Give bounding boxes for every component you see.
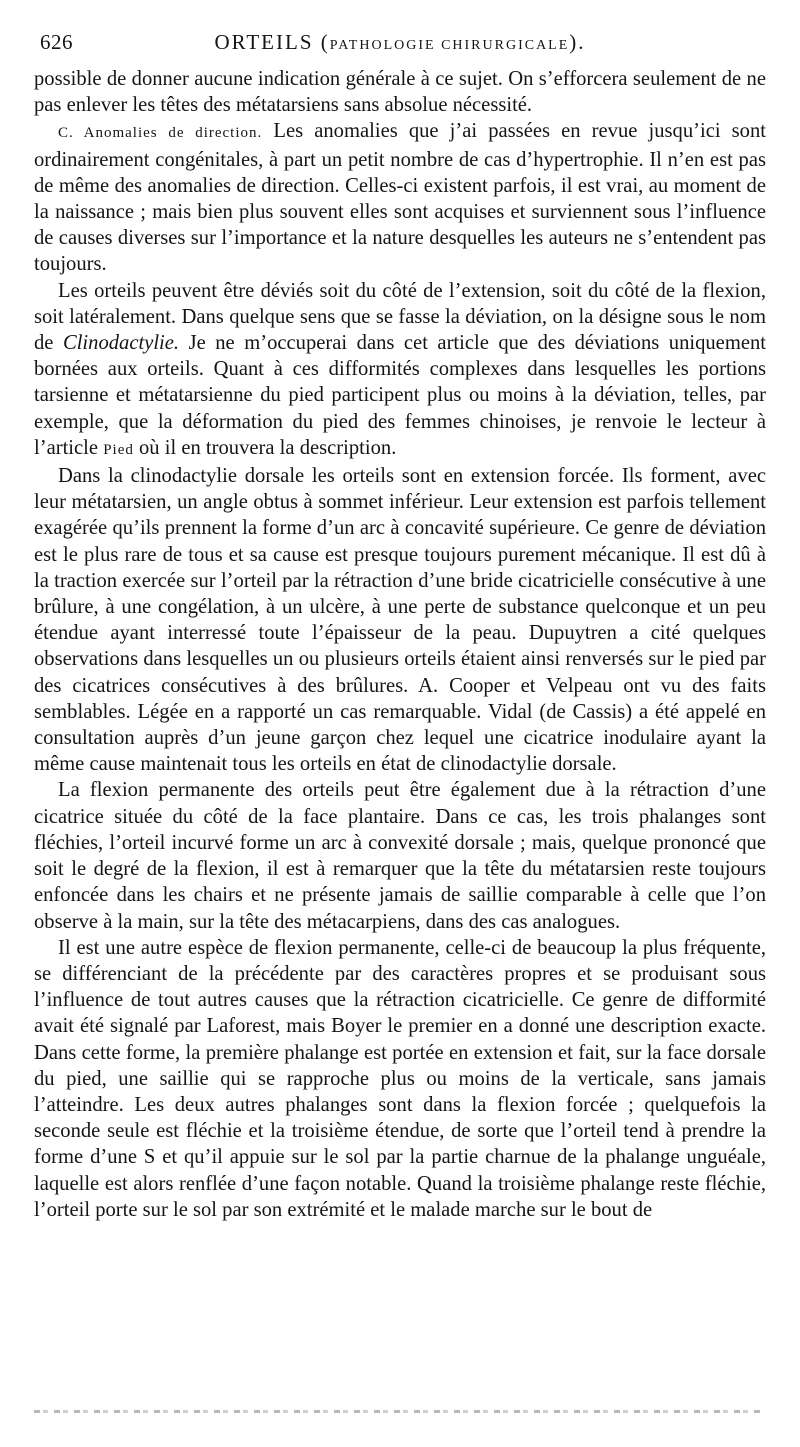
paragraph-clinodactylie bbox=[34, 278, 766, 463]
italic-term: Clinodactylie. bbox=[62, 332, 180, 355]
running-title bbox=[34, 30, 766, 55]
paragraph-flexion-cicatrice: La flexion permanente des orteils peut être également due à la rétraction d’une cicatrice située du côté de la face plantaire. Dans ce cas, les trois phalanges sont fléchies, l’orteil incurvé forme un arc à convexité dorsale ; mais, quelque prononcé que soit le degré de la flexion, il est à remarquer que la tête du métatarsien reste toujours enfoncée dans les chairs et ne présente jamais de saillie comparable à celle que l’on observe à la main, sur la tête des métacarpiens, dans des cas analogues. bbox=[34, 779, 766, 933]
section-label: C. Anomalies de direction. bbox=[58, 125, 263, 142]
body-text bbox=[34, 66, 766, 1223]
paragraph-flexion-permanente: Il est une autre espèce de flexion permanente, celle-ci de beaucoup la plus fréquente, se différenciant de la précédente par des caractères propres et se produisant sous l’influence de tout autres causes que la rétraction cicatricielle. Ce genre de difformité avait été signalé par Laforest, mais Boyer le premier en a donné une description exacte. Dans cette forme, la première phalange est portée en extension et fait, sur la face dorsale du pied, une saillie qui se rapproche plus ou moins de la verticale, sans jamais l’atteindre. Les deux autres phalanges sont dans la flexion forcée ; quelquefois la seconde seule est fléchie et la troisième étendue, de sorte que l’orteil tend à prendre la forme d’une S et qu’il appuie sur le sol par la partie charnue de la phalange unguéale, laquelle est alors renflée d’une façon notable. Quand la troisième phalange reste fléchie, l’orteil porte sur le sol par son extrémité et le malade marche sur le bout de bbox=[34, 936, 766, 1221]
paragraph-text: Les orteils peuvent être déviés soit du côté de l’extension, soit du côté de la flexion, soit latéralement. Dans quelque sens que se fasse la déviation, on la désigne sous le nom de bbox=[34, 279, 766, 355]
paragraph-text: où il en trouvera la description. bbox=[133, 436, 397, 459]
cross-reference: Pied bbox=[103, 441, 134, 458]
running-title-main: ORTEILS ( bbox=[214, 30, 330, 54]
paragraph-text: Je ne m’occuperai dans cet article que des déviations uniquement bornées aux orteils. Quant à ces difformités complexes dans lesquelles les portions tarsienne et métatarsienne du pied participent plus ou moins à la déviation, telles, par exemple, que la déformation du pied des femmes chinoises, je renvoie le lecteur à l’article bbox=[34, 332, 766, 459]
running-title-end: ). bbox=[569, 30, 586, 54]
bleed-through-line bbox=[34, 1410, 760, 1413]
paragraph-text: Les anomalies que j’ai passées en revue jusqu’ici sont ordinairement congénitales, à part un petit nombre de cas d’hypertrophie. Il n’en est pas de même des anomalies de direction. Celles-ci existent parfois, il est vrai, au moment de la naissance ; mais bien plus souvent elles sont acquises et surviennent sous l’influence de causes diverses sur l’importance et la nature desquelles les auteurs ne s’entendent pas toujours. bbox=[34, 120, 766, 276]
paragraph-continuation: possible de donner aucune indication générale à ce sujet. On s’efforcera seulement de ne pas enlever les têtes des métatarsiens sans absolue nécessité. bbox=[34, 68, 766, 117]
paragraph-clinodactylie-dorsale: Dans la clinodactylie dorsale les orteils sont en extension forcée. Ils forment, avec leur métatarsien, un angle obtus à sommet inférieur. Leur extension est parfois tellement exagérée qu’ils prennent la forme d’un arc à concavité supérieure. Ce genre de déviation est le plus rare de tous et sa cause est presque toujours purement mécanique. Il est dû à la traction exercée sur l’orteil par la rétraction d’une bride cicatricielle consécutive à une brûlure, à une congélation, à un ulcère, à une perte de substance quelconque et un peu étendue ayant interressé toute l’épaisseur de la peau. Dupuytren a cité quelques observations dans lesquelles un ou plusieurs orteils étaient ainsi renversés sur le pied par des cicatrices consécutives à des brûlures. A. Cooper et Velpeau ont vu des faits semblables. Légée en a rapporté un cas remarquable. Vidal (de Cassis) a été appelé en consultation auprès d’un jeune garçon chez lequel une cicatrice inodulaire ayant la même cause maintenait tous les orteils en état de clinodactylie dorsale. bbox=[34, 465, 766, 776]
paragraph-anomalies-direction bbox=[34, 118, 766, 277]
running-title-subtitle: PATHOLOGIE CHIRURGICALE bbox=[329, 38, 570, 53]
running-head bbox=[34, 26, 766, 56]
page-number: 626 bbox=[40, 30, 73, 54]
